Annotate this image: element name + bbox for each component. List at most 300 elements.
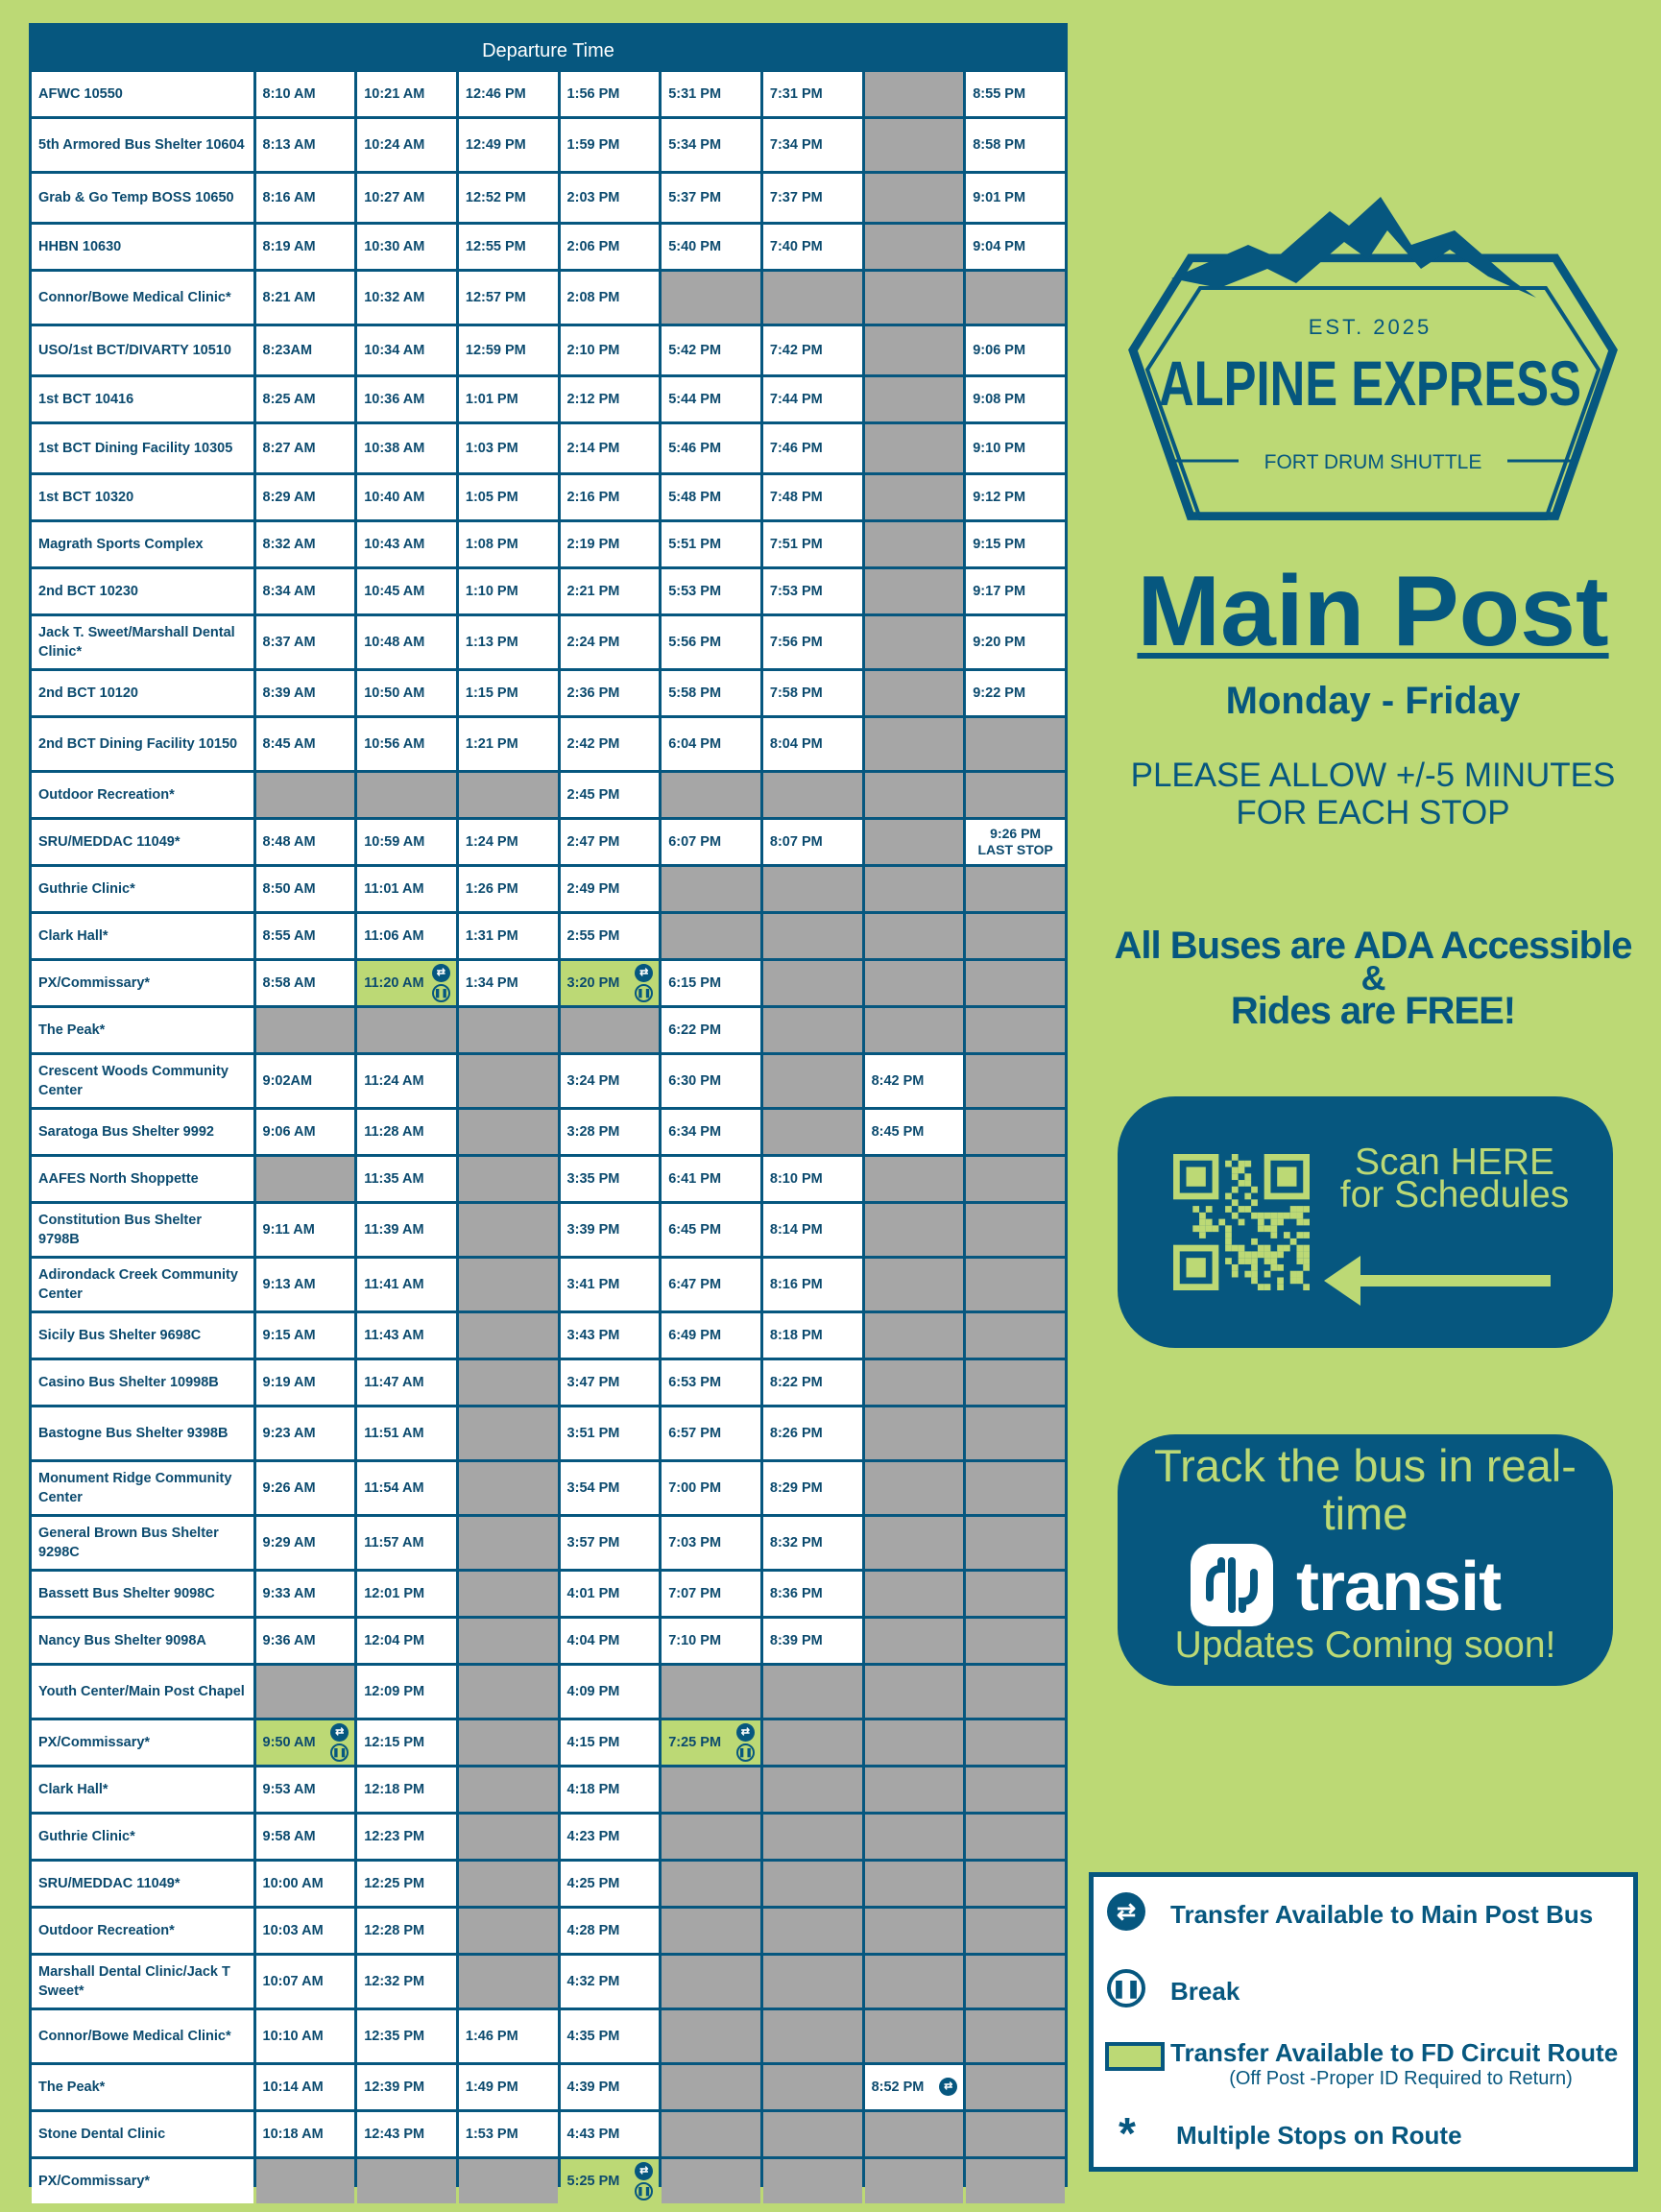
stop-label: Bassett Bus Shelter 9098C	[38, 1586, 215, 1601]
departure-time	[662, 1720, 760, 1765]
time-label: 12:57 PM	[465, 289, 526, 305]
stop-label: Crescent Woods Community Center	[38, 1064, 229, 1098]
departure-time	[662, 424, 760, 472]
departure-time	[865, 1462, 964, 1514]
time-label: 1:03 PM	[465, 440, 518, 456]
departure-time	[459, 377, 558, 421]
departure-time	[459, 1517, 558, 1569]
time-label: 6:49 PM	[668, 1327, 722, 1343]
time-label: 8:16 PM	[769, 1276, 823, 1292]
time-label: 3:39 PM	[566, 1221, 620, 1238]
time-label: 10:10 AM	[262, 2028, 324, 2044]
stop-label: HHBN 10630	[38, 239, 122, 254]
schedule-row	[32, 174, 1065, 222]
departure-time	[256, 820, 355, 864]
departure-time	[459, 820, 558, 864]
departure-time	[561, 1407, 660, 1459]
departure-time	[662, 475, 760, 519]
schedule-row	[32, 1407, 1065, 1459]
time-label: 12:55 PM	[465, 238, 526, 254]
schedule-row	[32, 914, 1065, 958]
departure-time	[966, 1767, 1065, 1812]
departure-time	[865, 1517, 964, 1569]
departure-time	[256, 961, 355, 1005]
departure-time	[256, 616, 355, 668]
departure-time	[662, 1956, 760, 2008]
departure-time	[561, 1517, 660, 1569]
time-label: 9:12 PM	[973, 489, 1026, 505]
asterisk-icon: *	[1119, 2108, 1136, 2158]
stop-name	[32, 569, 253, 613]
time-label: 12:23 PM	[364, 1828, 425, 1844]
time-label: 7:58 PM	[769, 685, 823, 701]
departure-time	[865, 1572, 964, 1616]
departure-time	[865, 1259, 964, 1310]
departure-time	[763, 377, 862, 421]
time-label: 7:31 PM	[769, 85, 823, 102]
stop-label: Clark Hall*	[38, 928, 108, 944]
time-label: 8:55 PM	[973, 85, 1026, 102]
departure-time	[256, 914, 355, 958]
departure-time	[966, 119, 1065, 171]
transit-brand[interactable]	[1118, 1542, 1613, 1628]
stop-name	[32, 1909, 253, 1953]
stop-name	[32, 1462, 253, 1514]
schedule-row	[32, 1619, 1065, 1663]
time-label: 7:03 PM	[668, 1534, 722, 1551]
stop-label: PX/Commissary*	[38, 975, 151, 991]
departure-time	[561, 671, 660, 715]
departure-time	[459, 1572, 558, 1616]
departure-time	[865, 773, 964, 817]
time-label: 8:13 AM	[262, 136, 316, 153]
allow-note: PLEASE ALLOW +/-5 MINUTES FOR EACH STOP	[1130, 757, 1616, 831]
track-text: Track the bus in real-time	[1154, 1440, 1577, 1539]
stop-name	[32, 272, 253, 324]
schedule-row	[32, 424, 1065, 472]
departure-time	[256, 1407, 355, 1459]
time-label: 5:56 PM	[668, 634, 722, 650]
departure-time	[256, 522, 355, 566]
time-label: 10:59 AM	[364, 833, 425, 850]
departure-time	[459, 119, 558, 171]
departure-time	[865, 326, 964, 374]
time-label: 7:00 PM	[668, 1479, 722, 1496]
schedule-row	[32, 1110, 1065, 1154]
time-label: 7:48 PM	[769, 489, 823, 505]
time-label: 10:24 AM	[364, 136, 425, 153]
time-label: 5:48 PM	[668, 489, 722, 505]
departure-time	[662, 1619, 760, 1663]
time-label: 12:18 PM	[364, 1781, 425, 1797]
transit-app-icon[interactable]	[1191, 1544, 1273, 1626]
time-label: 8:48 AM	[262, 833, 316, 850]
departure-time	[763, 1815, 862, 1859]
departure-time	[662, 272, 760, 324]
time-label: 8:10 PM	[769, 1170, 823, 1187]
schedule-row	[32, 2159, 1065, 2203]
departure-time	[662, 961, 760, 1005]
time-label: 11:01 AM	[364, 880, 424, 897]
departure-time	[763, 1055, 862, 1107]
schedule-panel	[29, 23, 1068, 2196]
stop-label: 2nd BCT 10120	[38, 685, 138, 701]
departure-time	[561, 616, 660, 668]
departure-time	[865, 1204, 964, 1256]
stop-name	[32, 773, 253, 817]
logo-sub: FORT DRUM SHUTTLE	[1264, 451, 1482, 473]
departure-time	[256, 272, 355, 324]
time-label: 6:53 PM	[668, 1374, 722, 1390]
departure-time	[357, 616, 456, 668]
departure-time	[561, 72, 660, 116]
stop-label: Nancy Bus Shelter 9098A	[38, 1633, 206, 1648]
departure-time	[763, 773, 862, 817]
departure-time	[763, 424, 862, 472]
time-label: 9:22 PM	[973, 685, 1026, 701]
departure-time	[966, 1720, 1065, 1765]
departure-time	[763, 1360, 862, 1405]
departure-time	[763, 1956, 862, 2008]
schedule-row	[32, 1720, 1065, 1765]
departure-time	[966, 1815, 1065, 1859]
time-label: 9:11 AM	[262, 1221, 315, 1238]
departure-time	[256, 424, 355, 472]
departure-time	[865, 961, 964, 1005]
page-title: Main Post	[1137, 556, 1609, 667]
departure-time	[459, 1909, 558, 1953]
departure-time	[763, 326, 862, 374]
time-label: 9:15 AM	[262, 1327, 316, 1343]
time-label: 2:21 PM	[566, 583, 620, 599]
departure-time	[763, 225, 862, 269]
time-label: 2:24 PM	[566, 634, 620, 650]
departure-time	[662, 1666, 760, 1718]
time-label: 12:15 PM	[364, 1734, 425, 1750]
arrow-left-icon	[1324, 1252, 1554, 1310]
departure-time	[561, 1720, 660, 1765]
departure-time	[256, 1008, 355, 1052]
schedule-row	[32, 377, 1065, 421]
stop-label: 1st BCT 10320	[38, 490, 134, 505]
departure-time	[865, 569, 964, 613]
departure-time	[357, 475, 456, 519]
time-label: 8:27 AM	[262, 440, 316, 456]
schedule-row	[32, 569, 1065, 613]
departure-time	[662, 820, 760, 864]
schedule-row	[32, 1157, 1065, 1201]
departure-time	[459, 1767, 558, 1812]
departure-time	[763, 1720, 862, 1765]
departure-time	[357, 1259, 456, 1310]
stop-label: Adirondack Creek Community Center	[38, 1267, 238, 1302]
schedule-row	[32, 1956, 1065, 2008]
departure-time	[662, 1008, 760, 1052]
departure-time	[561, 773, 660, 817]
schedule-row	[32, 1204, 1065, 1256]
departure-time	[966, 424, 1065, 472]
departure-time	[966, 820, 1065, 864]
transfer-arrows-icon: ⇄	[939, 2078, 957, 2096]
departure-time	[966, 326, 1065, 374]
departure-time	[662, 2112, 760, 2156]
stop-name	[32, 1767, 253, 1812]
time-label: 5:42 PM	[668, 342, 722, 358]
time-label: 8:10 AM	[262, 85, 316, 102]
departure-time	[763, 1572, 862, 1616]
departure-time	[662, 1862, 760, 1906]
departure-time	[357, 1055, 456, 1107]
departure-time	[459, 1110, 558, 1154]
stop-name	[32, 1572, 253, 1616]
stop-label: Magrath Sports Complex	[38, 537, 204, 552]
time-label: 1:05 PM	[465, 489, 518, 505]
time-label: 11:24 AM	[364, 1072, 424, 1089]
departure-time	[357, 820, 456, 864]
departure-time	[662, 522, 760, 566]
departure-time	[966, 569, 1065, 613]
time-label: 8:32 AM	[262, 536, 316, 552]
departure-time	[966, 2159, 1065, 2203]
time-label: 8:07 PM	[769, 833, 823, 850]
ada-amp: &	[1360, 958, 1385, 998]
stop-name	[32, 1956, 253, 2008]
departure-time	[357, 2010, 456, 2062]
departure-time	[357, 718, 456, 770]
departure-time	[662, 671, 760, 715]
departure-time	[357, 1407, 456, 1459]
departure-time	[662, 867, 760, 911]
legend	[1089, 1872, 1638, 2172]
departure-time	[357, 671, 456, 715]
departure-time	[662, 326, 760, 374]
departure-time	[459, 1157, 558, 1201]
schedule-row	[32, 820, 1065, 864]
legend-transfer-fd-sub: (Off Post -Proper ID Required to Return)	[1229, 2068, 1573, 2089]
departure-time	[662, 914, 760, 958]
mountain-icon	[1171, 197, 1536, 298]
stop-name	[32, 1259, 253, 1310]
departure-time	[865, 424, 964, 472]
time-label: 9:10 PM	[973, 440, 1026, 456]
stop-name	[32, 1666, 253, 1718]
departure-time	[763, 2065, 862, 2109]
departure-time	[662, 1909, 760, 1953]
departure-time	[966, 1157, 1065, 1201]
time-label: 6:30 PM	[668, 1072, 722, 1089]
departure-time	[865, 2065, 964, 2109]
departure-time	[357, 1909, 456, 1953]
departure-time	[966, 1204, 1065, 1256]
time-label: 10:00 AM	[262, 1875, 324, 1891]
departure-time	[459, 1204, 558, 1256]
time-label: 8:23AM	[262, 342, 313, 358]
departure-time	[357, 773, 456, 817]
departure-time	[865, 475, 964, 519]
stop-label: Monument Ridge Community Center	[38, 1471, 232, 1505]
departure-time	[459, 225, 558, 269]
departure-time	[357, 1862, 456, 1906]
departure-time	[256, 1666, 355, 1718]
stop-name	[32, 2112, 253, 2156]
time-label: 4:32 PM	[566, 1973, 620, 1989]
time-label: 10:27 AM	[364, 189, 425, 205]
stop-label: PX/Commissary*	[38, 2174, 151, 2189]
departure-time	[561, 1462, 660, 1514]
departure-time	[357, 867, 456, 911]
departure-time	[865, 1313, 964, 1358]
time-label: 7:46 PM	[769, 440, 823, 456]
departure-time	[256, 475, 355, 519]
departure-time	[966, 773, 1065, 817]
time-label: 4:35 PM	[566, 2028, 620, 2044]
departure-time	[561, 1055, 660, 1107]
departure-time	[459, 1008, 558, 1052]
stop-label: Youth Center/Main Post Chapel	[38, 1684, 245, 1699]
departure-time	[459, 718, 558, 770]
departure-time	[865, 72, 964, 116]
stop-label: PX/Commissary*	[38, 1735, 151, 1750]
departure-time	[459, 1666, 558, 1718]
time-label: 2:14 PM	[566, 440, 620, 456]
departure-time	[966, 1517, 1065, 1569]
schedule-header: Departure Time	[482, 40, 614, 61]
stop-label: Stone Dental Clinic	[38, 2127, 166, 2142]
time-label: 9:02AM	[262, 1072, 313, 1089]
time-label: 3:28 PM	[566, 1123, 620, 1140]
stop-name	[32, 377, 253, 421]
departure-time	[966, 671, 1065, 715]
schedule-row	[32, 522, 1065, 566]
departure-time	[561, 914, 660, 958]
scan-text: Scan HERE for Schedules	[1339, 1142, 1570, 1215]
departure-time	[662, 72, 760, 116]
departure-time	[357, 174, 456, 222]
departure-time	[966, 1666, 1065, 1718]
departure-time	[459, 2065, 558, 2109]
departure-time	[561, 1619, 660, 1663]
time-label: 12:35 PM	[364, 2028, 425, 2044]
departure-time	[561, 1666, 660, 1718]
stop-name	[32, 1360, 253, 1405]
schedule-row	[32, 1360, 1065, 1405]
time-label: 8:19 AM	[262, 238, 316, 254]
schedule-row	[32, 1462, 1065, 1514]
departure-time	[865, 1956, 964, 2008]
departure-time	[256, 1517, 355, 1569]
departure-time	[865, 377, 964, 421]
time-label: 10:40 AM	[364, 489, 425, 505]
departure-time	[763, 2159, 862, 2203]
departure-time	[357, 424, 456, 472]
departure-time	[966, 1462, 1065, 1514]
departure-time	[966, 867, 1065, 911]
time-label: 10:50 AM	[364, 685, 425, 701]
stop-name	[32, 1517, 253, 1569]
time-label: 7:37 PM	[769, 189, 823, 205]
departure-time	[357, 914, 456, 958]
time-label: 4:04 PM	[566, 1632, 620, 1648]
departure-time	[357, 1720, 456, 1765]
departure-time	[763, 616, 862, 668]
time-label: 8:14 PM	[769, 1221, 823, 1238]
legend-transfer-fd-label: Transfer Available to FD Circuit Route	[1170, 2038, 1619, 2067]
time-label: 2:42 PM	[566, 735, 620, 752]
departure-time	[459, 1259, 558, 1310]
pause-icon: ❚❚	[432, 984, 450, 1002]
departure-time	[357, 1462, 456, 1514]
stop-label: Grab & Go Temp BOSS 10650	[38, 190, 234, 205]
departure-time	[459, 2112, 558, 2156]
departure-time	[459, 326, 558, 374]
transfer-arrows-icon: ⇄	[635, 2162, 653, 2180]
departure-time	[865, 2159, 964, 2203]
track-bus-box[interactable]	[1118, 1434, 1613, 1686]
departure-time	[966, 1360, 1065, 1405]
departure-time	[966, 1008, 1065, 1052]
time-label: 2:55 PM	[566, 927, 620, 944]
schedule-row	[32, 1767, 1065, 1812]
time-label: 5:53 PM	[668, 583, 722, 599]
departure-time	[256, 225, 355, 269]
stop-name	[32, 522, 253, 566]
time-label: 9:20 PM	[973, 634, 1026, 650]
time-label: 9:06 PM	[973, 342, 1026, 358]
departure-time	[763, 1110, 862, 1154]
departure-time	[459, 424, 558, 472]
departure-time	[561, 1259, 660, 1310]
stop-label: 1st BCT Dining Facility 10305	[38, 441, 233, 456]
departure-time	[662, 1462, 760, 1514]
scan-schedules-box[interactable]	[1118, 1096, 1613, 1348]
schedule-row	[32, 1909, 1065, 1953]
time-label: 8:29 PM	[769, 1479, 823, 1496]
departure-time	[966, 225, 1065, 269]
departure-time	[357, 326, 456, 374]
time-label: 6:07 PM	[668, 833, 722, 850]
schedule-row	[32, 867, 1065, 911]
service-days: Monday - Friday	[1225, 680, 1521, 722]
qr-code-icon[interactable]	[1173, 1154, 1310, 1290]
departure-time	[459, 1720, 558, 1765]
departure-time	[256, 72, 355, 116]
departure-time	[561, 1909, 660, 1953]
departure-time	[357, 377, 456, 421]
departure-time	[256, 1956, 355, 2008]
departure-time	[763, 2010, 862, 2062]
stop-name	[32, 1720, 253, 1765]
time-label: 5:34 PM	[668, 136, 722, 153]
departure-time	[561, 174, 660, 222]
departure-time	[256, 1767, 355, 1812]
departure-time	[966, 1956, 1065, 2008]
time-label: 5:25 PM	[566, 2173, 620, 2189]
departure-time	[966, 522, 1065, 566]
departure-time	[459, 1055, 558, 1107]
time-label: 8:37 AM	[262, 634, 316, 650]
time-label: 7:53 PM	[769, 583, 823, 599]
highlight-swatch	[1105, 2042, 1165, 2071]
departure-time	[256, 1110, 355, 1154]
time-label: 10:34 AM	[364, 342, 425, 358]
departure-time	[459, 773, 558, 817]
time-label: 6:34 PM	[668, 1123, 722, 1140]
departure-time	[256, 2159, 355, 2203]
departure-time	[256, 377, 355, 421]
departure-time	[357, 1767, 456, 1812]
time-label: 4:15 PM	[566, 1734, 620, 1750]
time-label: 9:15 PM	[973, 536, 1026, 552]
